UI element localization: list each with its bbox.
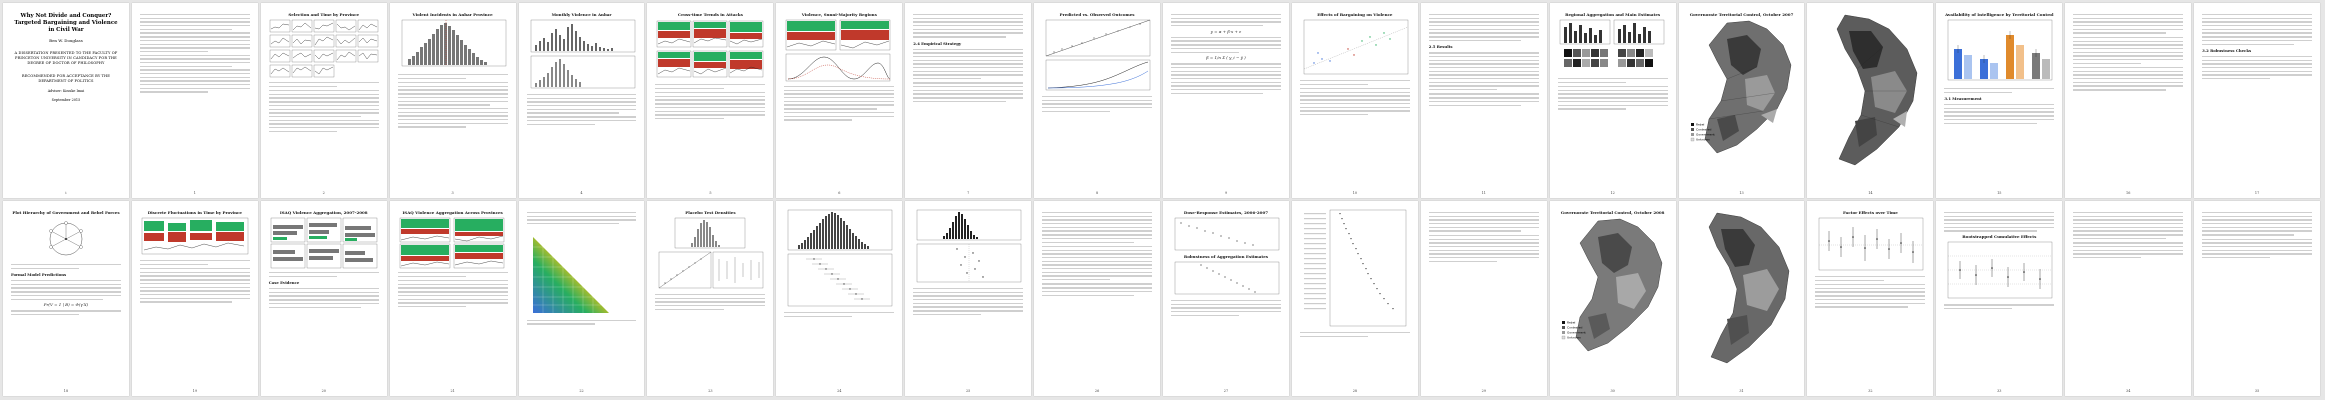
figure-title: Cross-time Trends in Attacks — [677, 12, 743, 17]
page-number: 21 — [450, 389, 455, 393]
equation: β = 1/n Σ ( y_i − ȳ ) — [1206, 55, 1246, 61]
figure-title: ISAQ Violence Aggregation, 2007-2008 — [279, 210, 368, 215]
figure-title: Factor Effects over Time — [1843, 210, 1898, 215]
page-number: 11 — [1481, 191, 1486, 195]
figure-title: Regional Aggregation and Main Estimates — [1565, 12, 1661, 17]
section-heading: 3.2 Robustness Checks — [2202, 47, 2252, 53]
section-heading: 2.4 Empirical Strategy — [913, 40, 962, 46]
paragraph — [140, 14, 250, 93]
page-number: 35 — [2254, 389, 2260, 393]
scatter-figure — [1300, 19, 1410, 77]
page-grid — [3, 3, 2323, 397]
author-name: Ben W. Douglass — [49, 38, 83, 44]
panel-heatmap-figure — [784, 19, 894, 53]
page-number: 13 — [1739, 191, 1744, 195]
page-title-page[interactable] — [3, 3, 129, 198]
small-multiples-figure — [269, 19, 379, 79]
section-heading: Case Evidence — [268, 280, 300, 286]
page-text[interactable] — [1034, 201, 1160, 396]
page-figure[interactable] — [261, 201, 387, 396]
map-legend-label: Government — [1566, 330, 1586, 335]
page-figure[interactable] — [1679, 3, 1805, 198]
advisor-name: Adviser: Kosuke Imai — [47, 89, 85, 94]
governorate-map — [1815, 11, 1925, 171]
page-figure[interactable] — [1034, 3, 1160, 198]
page-figure[interactable] — [390, 201, 516, 396]
figure-title: Selection and Time by Province — [288, 12, 360, 17]
scatter-figure — [655, 251, 765, 291]
page-text[interactable] — [2194, 3, 2320, 198]
dot-chart-figure — [784, 253, 894, 309]
page-figure[interactable] — [1679, 201, 1805, 396]
block-chart-figure — [1558, 19, 1668, 75]
histogram-figure — [398, 19, 508, 71]
page-number: 15 — [1997, 191, 2002, 195]
map-legend-label: Government — [1695, 132, 1715, 137]
panel-heatmap-figure — [398, 217, 508, 269]
figure-title: Plot Hierarchy of Government and Rebel Forces — [12, 210, 120, 215]
bar-chart-figure — [527, 55, 637, 91]
page-number: i — [65, 191, 67, 195]
page-text[interactable] — [1421, 3, 1547, 198]
page-text[interactable] — [2065, 201, 2191, 396]
page-number: 31 — [1739, 389, 1744, 393]
panel-heatmap-figure — [655, 19, 765, 81]
histogram-figure — [913, 209, 1023, 243]
figure-title: Effects of Bargaining on Violence — [1317, 12, 1393, 17]
submission-statement: A DISSERTATION PRESENTED TO THE FACULTY OF PRINCETON UNIVERSITY IN CANDIDACY FOR THE DEGREE OF DOCTOR OF PHILOSOPHY — [14, 51, 118, 66]
error-bar-figure — [1944, 241, 2054, 301]
page-figure[interactable] — [1292, 3, 1418, 198]
page-number: 34 — [2126, 389, 2131, 393]
page-number: 22 — [579, 389, 584, 393]
page-number: 19 — [192, 389, 197, 393]
map-legend-label: Contested — [1566, 325, 1583, 330]
scatter-figure — [1042, 19, 1152, 59]
page-figure[interactable] — [390, 3, 516, 198]
page-figure[interactable] — [776, 3, 902, 198]
page-number: 20 — [321, 389, 326, 393]
page-text[interactable] — [2065, 3, 2191, 198]
section-heading: Formal Model Predictions — [11, 272, 67, 278]
figure-title: Violence, Sunni-Majority Regions — [801, 12, 877, 17]
page-text[interactable] — [1163, 3, 1289, 198]
figure-title: Monthly Violence in Anbar — [551, 12, 612, 17]
page-number: 33 — [1997, 389, 2002, 393]
page-number: 8 — [1095, 191, 1099, 195]
equation: Pr(V = 1 | B) = Φ(γ′X) — [43, 302, 89, 308]
figure-title: Predicted vs. Observed Outcomes — [1059, 12, 1135, 17]
page-number: 2 — [322, 191, 325, 195]
figure-caption — [398, 74, 508, 79]
page-number: 7 — [967, 191, 970, 195]
bar-chart-figure — [1944, 19, 2054, 85]
figure-title: Discrete Fluctuations in Time by Province — [147, 210, 242, 215]
page-figure[interactable] — [1292, 201, 1418, 396]
page-number: 28 — [1352, 389, 1358, 393]
page-number: 14 — [1868, 191, 1873, 195]
panel-bars-figure — [269, 217, 379, 269]
hierarchy-diagram — [11, 217, 121, 261]
error-bar-figure — [1815, 217, 1925, 273]
page-number: 5 — [709, 191, 712, 195]
page-text[interactable] — [1421, 201, 1547, 396]
figure-title: Availability of Intelligence by Territorial Control — [1945, 12, 2054, 17]
page-number: 1 — [193, 191, 196, 195]
page-number: 32 — [1868, 389, 1873, 393]
page-figure[interactable] — [647, 3, 773, 198]
page-number: 3 — [451, 191, 454, 195]
line-chart-figure — [1042, 59, 1152, 93]
map-legend-label: Rebel — [1566, 320, 1576, 325]
page-number: 30 — [1610, 389, 1615, 393]
page-figure[interactable] — [776, 201, 902, 396]
governorate-map — [1687, 19, 1797, 159]
page-figure[interactable] — [1807, 201, 1933, 396]
page-number: 26 — [1094, 389, 1100, 393]
map-legend-label: Contested — [1695, 127, 1711, 132]
page-figure[interactable] — [261, 3, 387, 198]
dot-chart-figure — [913, 243, 1023, 285]
density-figure — [784, 53, 894, 83]
date: September 2015 — [51, 98, 81, 103]
figure-title: Placebo Test Densities — [685, 210, 736, 215]
page-number: 16 — [2126, 191, 2131, 195]
map-legend-label: Rebel — [1695, 122, 1704, 127]
page-number: 29 — [1481, 389, 1486, 393]
density-figure — [655, 217, 765, 251]
page-text[interactable] — [905, 3, 1031, 198]
page-figure[interactable] — [1936, 3, 2062, 198]
page-text[interactable] — [132, 3, 258, 198]
figure-title: Violent Incidents in Anbar Province — [412, 12, 493, 17]
governorate-map — [1558, 217, 1668, 357]
page-number: 25 — [966, 389, 971, 393]
recommendation-statement: RECOMMENDED FOR ACCEPTANCE BY THE DEPARTMENT OF POLITICS — [21, 74, 110, 84]
page-figure[interactable] — [3, 201, 129, 396]
page-number: 10 — [1352, 191, 1358, 195]
dot-chart-figure — [1300, 209, 1410, 329]
page-figure[interactable] — [1163, 201, 1289, 396]
page-number: 18 — [63, 389, 69, 393]
page-figure[interactable] — [1550, 3, 1676, 198]
figure-title: Bootstrapped Cumulative Effects — [1962, 234, 2037, 240]
figure-title: Dose-Response Estimates, 2006-2007 — [1183, 210, 1269, 215]
map-legend-label: Unknown — [1566, 335, 1581, 340]
map-legend-label: Unknown — [1695, 137, 1710, 142]
line-chart-figure — [1171, 261, 1281, 297]
equation: y = α + β·x + ε — [1210, 28, 1242, 34]
correlation-heatmap — [527, 227, 637, 317]
section-heading: 2.5 Results — [1428, 44, 1453, 50]
page-number: 12 — [1610, 191, 1615, 195]
figure-title: Robustness of Aggregation Estimates — [1183, 254, 1269, 259]
page-number: 6 — [838, 191, 841, 195]
page-figure[interactable] — [647, 201, 773, 396]
histogram-figure — [784, 209, 894, 253]
governorate-map — [1687, 209, 1797, 369]
page-number: 27 — [1223, 389, 1229, 393]
page-figure[interactable] — [519, 3, 645, 198]
page-figure[interactable] — [132, 201, 258, 396]
page-figure[interactable] — [1936, 201, 2062, 396]
dissertation-title: Why Not Divide and Conquer? Targeted Bargaining and Violence in Civil War — [14, 13, 118, 33]
panel-heatmap-figure — [140, 217, 250, 257]
page-number: 23 — [708, 389, 713, 393]
page-text[interactable] — [2194, 201, 2320, 396]
bar-chart-figure — [527, 19, 637, 55]
page-figure[interactable] — [1550, 201, 1676, 396]
page-number: 4 — [580, 191, 583, 195]
page-number: 17 — [2254, 191, 2260, 195]
page-figure[interactable] — [519, 201, 645, 396]
line-chart-figure — [1171, 217, 1281, 253]
page-number: 24 — [837, 389, 842, 393]
figure-title: Governorate Territorial Control, October 2008 — [1560, 210, 1665, 215]
section-heading: 3.1 Measurement — [1944, 96, 1982, 102]
page-figure[interactable] — [1807, 3, 1933, 198]
page-number: 9 — [1224, 191, 1228, 195]
figure-title: Governorate Territorial Control, October 2007 — [1689, 12, 1794, 17]
page-figure[interactable] — [905, 201, 1031, 396]
figure-title: ISAQ Violence Aggregation Across Provinces — [402, 210, 503, 215]
